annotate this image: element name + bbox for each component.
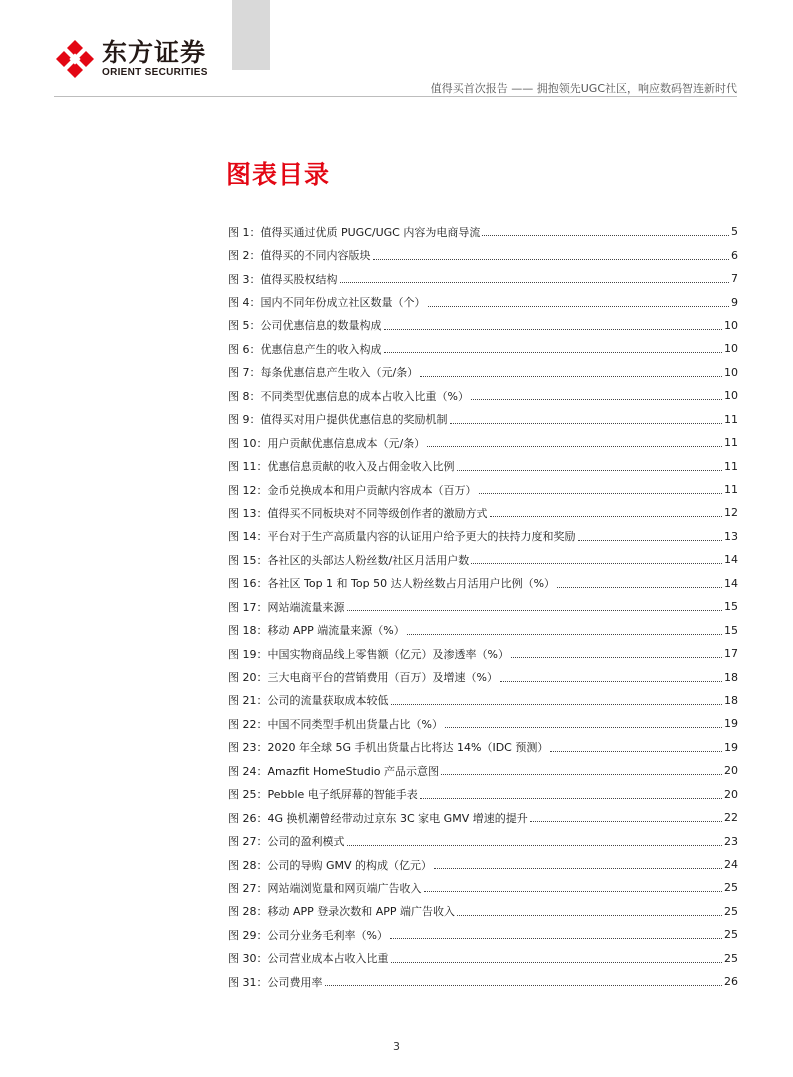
toc-entry-label: 图 13：值得买不同板块对不同等级创作者的激励方式 <box>228 506 488 520</box>
toc-entry[interactable] <box>228 618 738 641</box>
toc-entry-page: 13 <box>724 529 738 543</box>
toc-entry[interactable] <box>228 337 738 360</box>
toc-entry-page: 9 <box>731 295 738 309</box>
figure-list <box>228 220 738 993</box>
toc-entry-page: 10 <box>724 389 738 403</box>
toc-leader-dots <box>457 470 723 471</box>
toc-leader-dots <box>471 399 722 400</box>
toc-entry-page: 11 <box>724 459 738 473</box>
page-number: 3 <box>393 1040 400 1053</box>
orient-logo-icon <box>54 38 96 80</box>
toc-leader-dots <box>347 845 723 846</box>
toc-entry-page: 20 <box>724 787 738 801</box>
toc-entry[interactable] <box>228 759 738 782</box>
report-header-caption: 值得买首次报告 —— 拥抱领先UGC社区，响应数码智连新时代 <box>430 82 737 95</box>
toc-entry[interactable] <box>228 220 738 243</box>
toc-entry-label: 图 31：公司费用率 <box>228 975 323 989</box>
toc-leader-dots <box>557 587 722 588</box>
toc-entry-label: 图 5：公司优惠信息的数量构成 <box>228 319 382 333</box>
toc-leader-dots <box>441 774 722 775</box>
toc-entry-page: 10 <box>724 365 738 379</box>
toc-entry-page: 5 <box>731 225 738 239</box>
toc-entry-label: 图 25：Pebble 电子纸屏幕的智能手表 <box>228 788 418 802</box>
toc-entry[interactable] <box>228 572 738 595</box>
toc-entry-label: 图 6：优惠信息产生的收入构成 <box>228 342 382 356</box>
logo-english-name: ORIENT SECURITIES <box>102 67 208 78</box>
toc-entry[interactable] <box>228 525 738 548</box>
toc-entry-page: 18 <box>724 670 738 684</box>
toc-leader-dots <box>471 563 722 564</box>
toc-entry-page: 6 <box>731 248 738 262</box>
toc-entry-page: 7 <box>731 272 738 286</box>
toc-entry-page: 10 <box>724 318 738 332</box>
toc-leader-dots <box>373 259 730 260</box>
toc-leader-dots <box>424 891 723 892</box>
toc-entry-label: 图 8：不同类型优惠信息的成本占收入比重（%） <box>228 389 469 403</box>
toc-entry-page: 14 <box>724 576 738 590</box>
toc-leader-dots <box>578 540 723 541</box>
toc-entry-label: 图 12：金币兑换成本和用户贡献内容成本（百万） <box>228 483 477 497</box>
toc-entry-label: 图 1：值得买通过优质 PUGC/UGC 内容为电商导流 <box>228 225 481 239</box>
toc-leader-dots <box>450 423 723 424</box>
toc-entry-page: 18 <box>724 693 738 707</box>
toc-entry-label: 图 26：4G 换机潮曾经带动过京东 3C 家电 GMV 增速的提升 <box>228 811 528 825</box>
toc-entry-page: 25 <box>724 928 738 942</box>
toc-entry-page: 12 <box>724 506 738 520</box>
toc-leader-dots <box>457 915 722 916</box>
toc-entry-label: 图 29：公司分业务毛利率（%） <box>228 928 388 942</box>
toc-entry-label: 图 19：中国实物商品线上零售额（亿元）及渗透率（%） <box>228 647 509 661</box>
toc-entry-label: 图 21：公司的流量获取成本较低 <box>228 694 389 708</box>
toc-leader-dots <box>391 962 723 963</box>
toc-entry-page: 19 <box>724 740 738 754</box>
toc-entry[interactable] <box>228 314 738 337</box>
toc-entry-page: 14 <box>724 553 738 567</box>
toc-entry-label: 图 20：三大电商平台的营销费用（百万）及增速（%） <box>228 671 498 685</box>
toc-entry[interactable] <box>228 712 738 735</box>
toc-entry-label: 图 14：平台对于生产高质量内容的认证用户给予更大的扶持力度和奖励 <box>228 530 576 544</box>
toc-entry-page: 17 <box>724 647 738 661</box>
toc-entry-label: 图 3：值得买股权结构 <box>228 272 338 286</box>
toc-leader-dots <box>428 306 730 307</box>
toc-entry-page: 11 <box>724 412 738 426</box>
toc-entry-page: 15 <box>724 600 738 614</box>
toc-entry[interactable] <box>228 947 738 970</box>
toc-leader-dots <box>445 727 722 728</box>
toc-entry-label: 图 24：Amazfit HomeStudio 产品示意图 <box>228 764 440 778</box>
toc-entry[interactable] <box>228 384 738 407</box>
toc-entry-page: 23 <box>724 834 738 848</box>
toc-entry[interactable] <box>228 689 738 712</box>
toc-entry-label: 图 15：各社区的头部达人粉丝数/社区月活用户数 <box>228 553 470 567</box>
toc-entry-label: 图 30：公司营业成本占收入比重 <box>228 952 389 966</box>
toc-entry[interactable] <box>228 736 738 759</box>
toc-leader-dots <box>420 798 722 799</box>
toc-entry-page: 26 <box>724 975 738 989</box>
toc-leader-dots <box>500 681 722 682</box>
toc-leader-dots <box>347 610 723 611</box>
toc-entry-label: 图 17：网站端流量来源 <box>228 600 345 614</box>
toc-leader-dots <box>340 282 730 283</box>
toc-entry-page: 19 <box>724 717 738 731</box>
toc-leader-dots <box>490 516 723 517</box>
toc-entry-page: 20 <box>724 764 738 778</box>
toc-entry[interactable] <box>228 361 738 384</box>
page-title: 图表目录 <box>226 160 331 189</box>
toc-leader-dots <box>384 329 723 330</box>
toc-leader-dots <box>384 352 723 353</box>
header-divider <box>54 96 737 97</box>
toc-entry-label: 图 22：中国不同类型手机出货量占比（%） <box>228 717 443 731</box>
toc-leader-dots <box>479 493 723 494</box>
toc-entry[interactable] <box>228 478 738 501</box>
toc-entry[interactable] <box>228 665 738 688</box>
toc-entry[interactable] <box>228 408 738 431</box>
toc-entry-page: 25 <box>724 881 738 895</box>
toc-entry[interactable] <box>228 595 738 618</box>
toc-leader-dots <box>390 938 722 939</box>
logo-chinese-name: 东方证券 <box>102 38 207 67</box>
toc-entry[interactable] <box>228 853 738 876</box>
toc-leader-dots <box>427 446 722 447</box>
toc-entry-label: 图 27：公司的盈利模式 <box>228 835 345 849</box>
toc-entry[interactable] <box>228 970 738 993</box>
toc-entry[interactable] <box>228 501 738 524</box>
toc-leader-dots <box>391 704 723 705</box>
toc-leader-dots <box>407 634 722 635</box>
toc-entry[interactable] <box>228 243 738 266</box>
header-decor-strip <box>232 0 270 70</box>
toc-entry-page: 22 <box>724 811 738 825</box>
toc-entry[interactable] <box>228 290 738 313</box>
toc-entry[interactable] <box>228 806 738 829</box>
toc-leader-dots <box>420 376 722 377</box>
toc-leader-dots <box>550 751 722 752</box>
toc-entry-label: 图 11：优惠信息贡献的收入及占佣金收入比例 <box>228 460 455 474</box>
toc-entry[interactable] <box>228 267 738 290</box>
toc-entry[interactable] <box>228 454 738 477</box>
toc-entry-label: 图 10：用户贡献优惠信息成本（元/条） <box>228 436 426 450</box>
toc-entry[interactable] <box>228 876 738 899</box>
toc-entry-label: 图 7：每条优惠信息产生收入（元/条） <box>228 366 419 380</box>
toc-leader-dots <box>482 235 729 236</box>
toc-entry[interactable] <box>228 548 738 571</box>
toc-entry-label: 图 4：国内不同年份成立社区数量（个） <box>228 296 426 310</box>
toc-entry-label: 图 2：值得买的不同内容版块 <box>228 249 371 263</box>
toc-entry-label: 图 23：2020 年全球 5G 手机出货量占比将达 14%（IDC 预测） <box>228 741 549 755</box>
toc-entry-page: 25 <box>724 951 738 965</box>
toc-entry-page: 10 <box>724 342 738 356</box>
toc-entry-page: 25 <box>724 904 738 918</box>
toc-entry-page: 11 <box>724 436 738 450</box>
toc-entry-page: 11 <box>724 483 738 497</box>
toc-entry[interactable] <box>228 923 738 946</box>
toc-leader-dots <box>434 868 722 869</box>
company-logo <box>54 38 208 80</box>
toc-entry[interactable] <box>228 431 738 454</box>
toc-entry-label: 图 27：网站端浏览量和网页端广告收入 <box>228 881 422 895</box>
toc-entry[interactable] <box>228 783 738 806</box>
toc-entry-page: 24 <box>724 858 738 872</box>
toc-entry-label: 图 16：各社区 Top 1 和 Top 50 达人粉丝数占月活用户比例（%） <box>228 577 556 591</box>
toc-entry[interactable] <box>228 642 738 665</box>
toc-entry[interactable] <box>228 900 738 923</box>
toc-entry-label: 图 9：值得买对用户提供优惠信息的奖励机制 <box>228 413 448 427</box>
toc-entry-label: 图 28：公司的导购 GMV 的构成（亿元） <box>228 858 433 872</box>
toc-leader-dots <box>511 657 722 658</box>
toc-entry-label: 图 28：移动 APP 登录次数和 APP 端广告收入 <box>228 905 456 919</box>
toc-entry-page: 15 <box>724 623 738 637</box>
toc-entry-label: 图 18：移动 APP 端流量来源（%） <box>228 624 405 638</box>
toc-leader-dots <box>325 985 723 986</box>
toc-leader-dots <box>530 821 722 822</box>
toc-entry[interactable] <box>228 829 738 852</box>
